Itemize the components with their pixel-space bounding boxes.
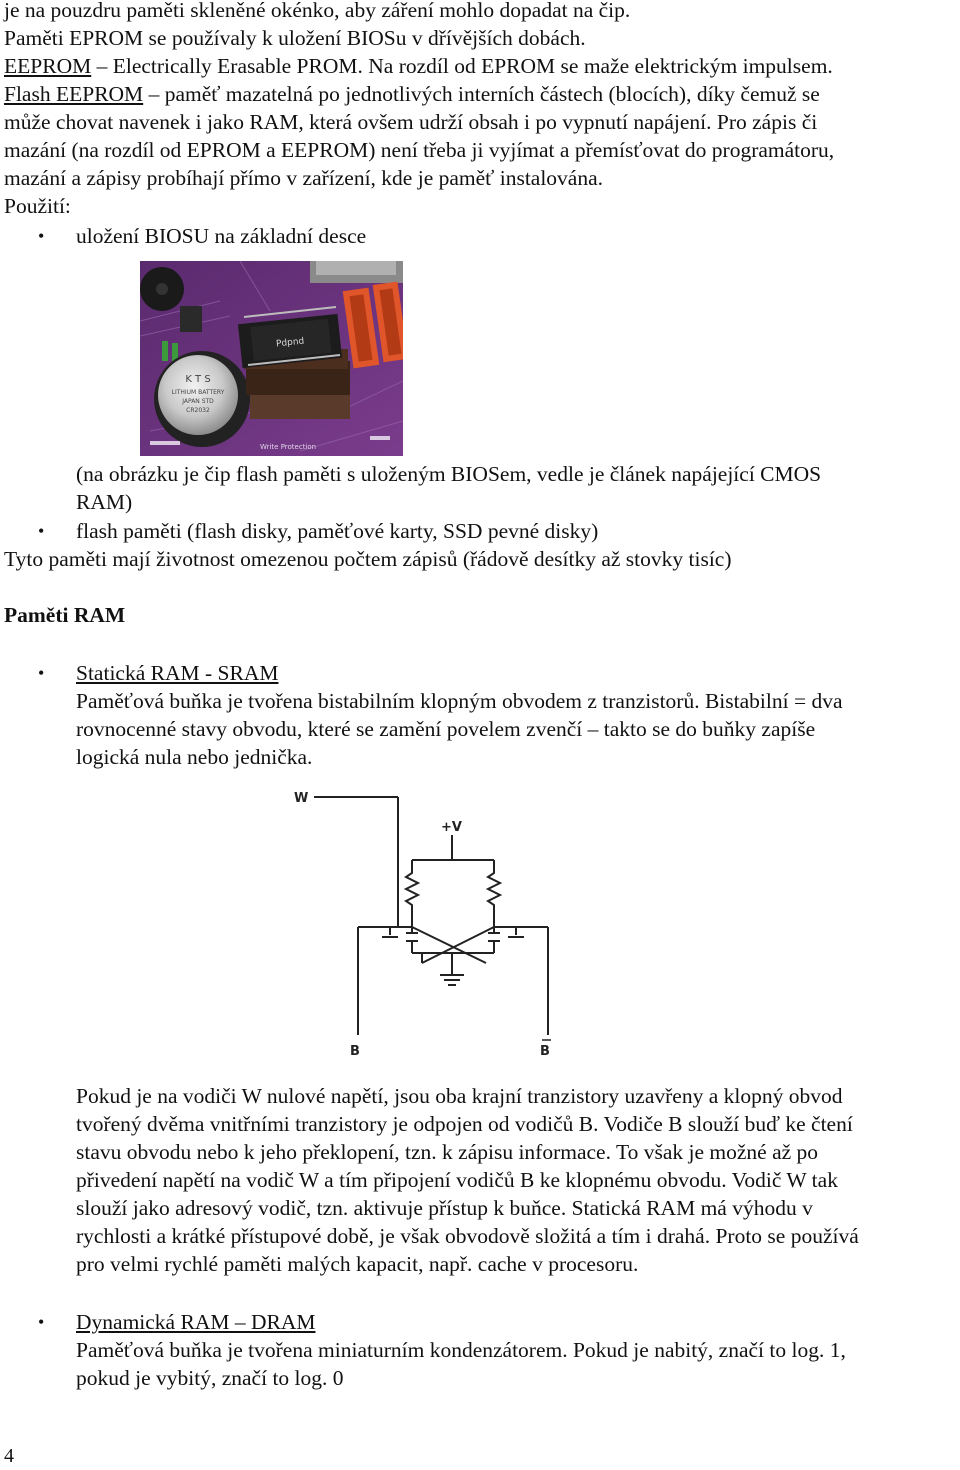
eeprom-term: EEPROM bbox=[4, 54, 92, 78]
dram-desc: Paměťová buňka je tvořena miniaturním kondenzátorem. Pokud je nabitý, značí to log. 1, bbox=[76, 1338, 846, 1362]
section-heading: Paměti RAM bbox=[4, 603, 126, 627]
eeprom-line bbox=[4, 52, 833, 80]
dram-desc: pokud je vybitý, značí to log. 0 bbox=[76, 1366, 344, 1390]
board-silkscreen: Write Protection bbox=[260, 443, 317, 451]
flash-definition: – paměť mazatelná po jednotlivých interních částech (blocích), díky čemuž se bbox=[143, 82, 820, 106]
bios-chip-photo bbox=[140, 261, 403, 456]
dram-title: Dynamická RAM – DRAM bbox=[76, 1310, 316, 1334]
sram-explanation: slouží jako adresový vodič, tzn. aktivuje přístup k buňce. Statická RAM má výhodu v bbox=[76, 1196, 813, 1220]
chip-label: Pdpnd bbox=[275, 336, 305, 350]
lifetime-note: Tyto paměti mají životnost omezenou počtem zápisů (řádově desítky až stovky tisíc) bbox=[4, 547, 732, 571]
flash-line: může chovat navenek i jako RAM, která ovšem udrží obsah i po vypnutí napájení. Pro zápis či bbox=[4, 110, 818, 134]
sram-desc: logická nula nebo jednička. bbox=[76, 745, 313, 769]
bitline-label: B bbox=[350, 1044, 360, 1059]
flash-line bbox=[4, 80, 820, 108]
sram-desc: rovnocenné stavy obvodu, které se zamění povelem zvenčí – takto se do buňky zapíše bbox=[76, 717, 816, 741]
sram-explanation: Pokud je na vodiči W nulové napětí, jsou oba krajní tranzistory uzavřeny a klopný obvod bbox=[76, 1084, 843, 1108]
sram-explanation: tvořený dvěma vnitřními tranzistory je odpojen od vodičů B. Vodiče B slouží buď ke čtení bbox=[76, 1112, 853, 1136]
bullet-icon: • bbox=[38, 663, 45, 683]
intro-line: Paměti EPROM se používaly k uložení BIOSu v dřívějších dobách. bbox=[4, 26, 586, 50]
flash-line: mazání (na rozdíl od EPROM a EEPROM) není třeba ji vyjímat a přemísťovat do programátoru, bbox=[4, 138, 835, 162]
page-number: 4 bbox=[4, 1445, 14, 1467]
sram-explanation: přivedení napětí na vodič W a tím připojení vodičů B ke klopnému obvodu. Vodič W tak bbox=[76, 1168, 838, 1192]
battery-label: CR2032 bbox=[186, 407, 210, 414]
sram-explanation: pro velmi rychlé paměti malých kapacit, např. cache v procesoru. bbox=[76, 1252, 639, 1276]
sram-title: Statická RAM - SRAM bbox=[76, 661, 279, 685]
sram-cell-diagram bbox=[282, 785, 582, 1065]
usage-item: uložení BIOSU na základní desce bbox=[76, 224, 367, 248]
battery-label: LITHIUM BATTERY bbox=[171, 389, 225, 396]
battery-label: JAPAN STD bbox=[182, 398, 214, 405]
sram-desc: Paměťová buňka je tvořena bistabilním klopným obvodem z tranzistorů. Bistabilní = dva bbox=[76, 689, 843, 713]
sram-explanation: stavu obvodu nebo k jeho překlopení, tzn. k zápisu informace. To však je možné až po bbox=[76, 1140, 819, 1164]
bitline-bar-label: B bbox=[540, 1044, 550, 1059]
usage-item: flash paměti (flash disky, paměťové karty, SSD pevné disky) bbox=[76, 519, 599, 543]
wordline-label: W bbox=[294, 791, 309, 806]
intro-line: je na pouzdru paměti skleněné okénko, aby záření mohlo dopadat na čip. bbox=[4, 0, 631, 22]
battery-label: K T S bbox=[185, 374, 211, 385]
supply-label: +V bbox=[441, 820, 462, 835]
usage-label: Použití: bbox=[4, 194, 71, 218]
flash-line: mazání a zápisy probíhají přímo v zařízení, kde je paměť instalována. bbox=[4, 166, 604, 190]
eeprom-definition: – Electrically Erasable PROM. Na rozdíl od EPROM se maže elektrickým impulsem. bbox=[91, 54, 833, 78]
bullet-icon: • bbox=[38, 226, 45, 246]
flash-term: Flash EEPROM bbox=[4, 82, 144, 106]
bullet-icon: • bbox=[38, 1312, 45, 1332]
bullet-icon: • bbox=[38, 521, 45, 541]
sram-explanation: rychlosti a krátké přístupové době, je však obvodově složitá a tím i drahá. Proto se používá bbox=[76, 1224, 859, 1248]
photo-caption: RAM) bbox=[76, 490, 133, 514]
photo-caption: (na obrázku je čip flash paměti s uloženým BIOSem, vedle je článek napájející CMOS bbox=[76, 462, 822, 486]
